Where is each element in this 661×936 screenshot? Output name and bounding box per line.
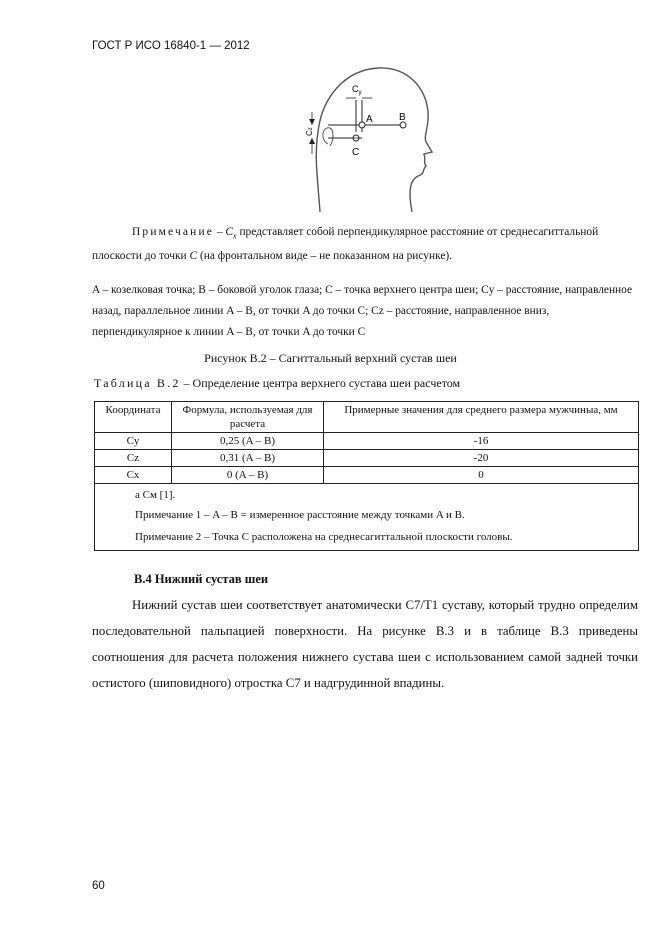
coordinates-table — [94, 401, 639, 551]
table-footnote-row — [95, 484, 639, 503]
col-header-coordinate: Координата — [95, 402, 172, 433]
table-note-row — [95, 502, 639, 522]
section-title: В.4 Нижний сустав шеи — [134, 572, 269, 586]
label-cz: Cz — [305, 127, 314, 136]
cell-value: 0 — [324, 467, 639, 484]
table-row — [95, 450, 639, 467]
ear-outline — [323, 128, 333, 146]
section-body: Нижний сустав шеи соответствует анатомически C7/T1 суставу, который трудно определим последовательной пальпацией поверхности. На рисунке В.3 и в таблице В.3 приведены соотношения для расчета положения нижнего сустава шеи с использованием самой задней точки остистого (шиповидного) отростка C7 и надгрудинной впадины. — [92, 598, 638, 690]
cell-coord: Cx — [95, 467, 172, 484]
table-row — [95, 467, 639, 484]
col-header-values: Примерные значения для среднего размера мужчиныa, мм — [324, 402, 639, 433]
head-sagittal-figure — [300, 62, 440, 222]
figure-note: Примечание – $C_x$ представляет собой перпендикулярное расстояние от среднесагиттальной плоскости до точки C (на фронтальном виде – не показанном на рисунке). — [92, 226, 599, 263]
cell-formula: 0 (A – B) — [172, 467, 324, 484]
label-a: A — [366, 114, 373, 125]
table-row — [95, 433, 639, 450]
figure-legend: A – козелковая точка; B – боковой уголок глаза; C – точка верхнего центра шеи; Cy – расстояние, направленное назад, параллельное линии A – B, от точки A до точки C; Cz – расстояние, направленное вниз, перпендикулярное к линии A – B, от точки A до точки C — [92, 284, 633, 338]
cell-formula: 0,25 (A – B) — [172, 433, 324, 450]
head-outline — [316, 68, 432, 212]
point-a — [359, 122, 365, 128]
figure-caption: Рисунок В.2 – Сагиттальный верхний сустав шеи — [204, 351, 457, 365]
col-header-formula: Формула, используемая для расчета — [172, 402, 324, 433]
cell-value: -16 — [324, 433, 639, 450]
label-c: C — [352, 147, 360, 158]
cell-coord: Cz — [95, 450, 172, 467]
table-header-row — [95, 402, 639, 433]
label-cy: $C_y$ — [352, 84, 362, 96]
label-b: B — [399, 112, 406, 123]
table-note-row — [95, 522, 639, 551]
cell-formula: 0,31 (A – B) — [172, 450, 324, 467]
cell-value: -20 — [324, 450, 639, 467]
page-number: 60 — [92, 880, 105, 892]
cell-coord: Cy — [95, 433, 172, 450]
table-footnote: a См [1]. — [95, 484, 639, 503]
document-header: ГОСТ Р ИСО 16840-1 — 2012 — [92, 40, 250, 52]
table-note-2: Примечание 2 – Точка C расположена на среднесагиттальной плоскости головы. — [95, 522, 639, 551]
table-note-1: Примечание 1 – A – B = измеренное расстояние между точками A и B. — [95, 502, 639, 522]
table-title: Таблица В.2 – Определение центра верхнего сустава шеи расчетом — [94, 376, 461, 390]
